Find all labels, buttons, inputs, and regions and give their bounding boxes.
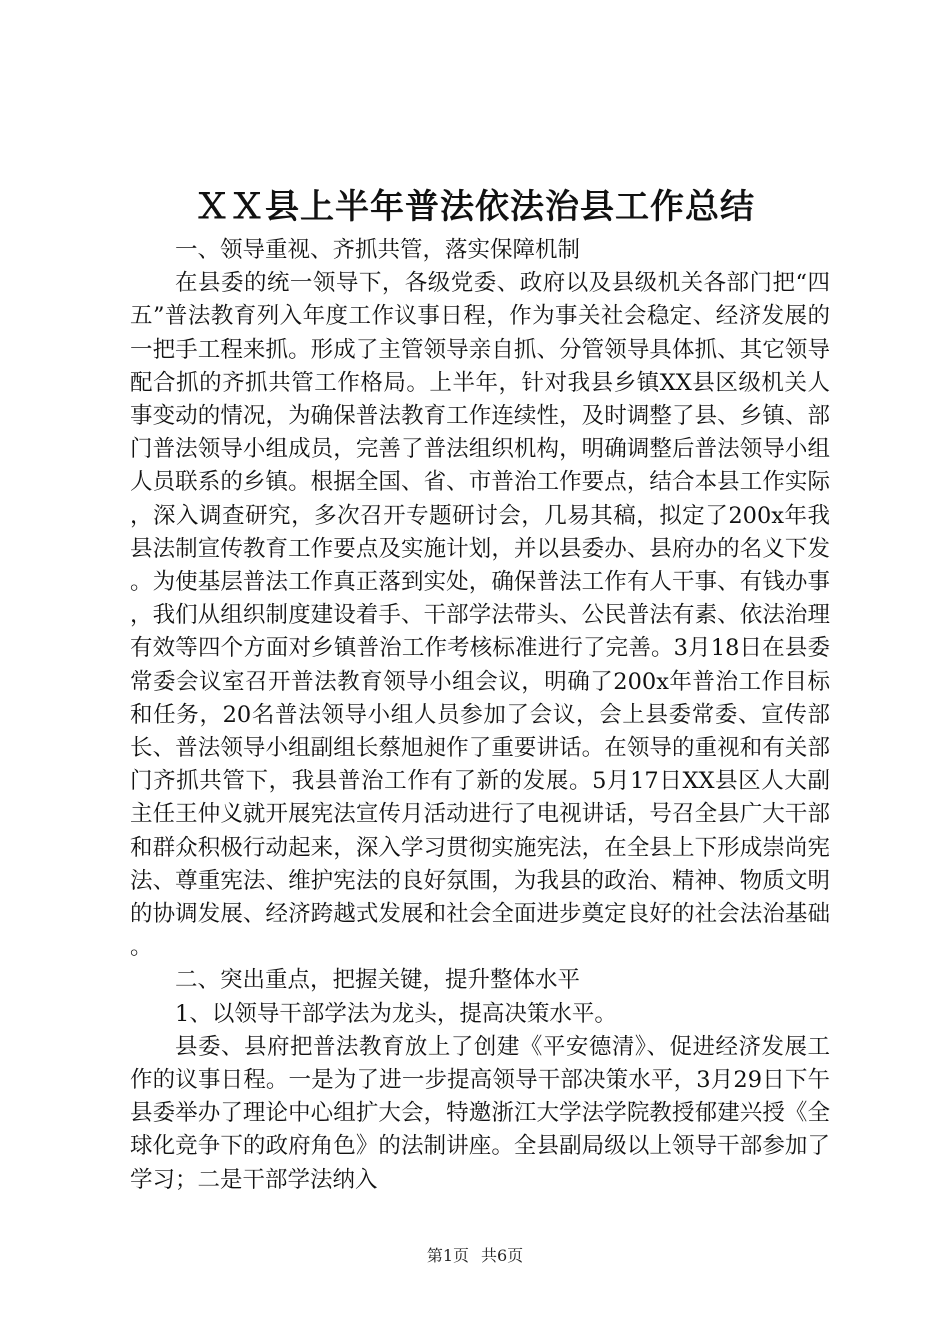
body-paragraph-1: 在县委的统一领导下，各级党委、政府以及县级机关各部门把“四五”普法教育列入年度工作议事日程，作为事关社会稳定、经济发展的一把手工程来抓。形成了主管领导亲自抓、分管领导具体抓、其它领导配合抓的齐抓共管工作格局。上半年，针对我县乡镇XX县区级机关人事变动的情况，为确保普法教育工作连续性，及时调整了县、乡镇、部门普法领导小组成员，完善了普法组织机构，明确调整后普法领导小组人员联系的乡镇。根据全国、省、市普治工作要点，结合本县工作实际，深入调查研究，多次召开专题研讨会，几易其稿，拟定了200x年我县法制宣传教育工作要点及实施计划，并以县委办、县府办的名义下发。为使基层普法工作真正落到实处，确保普法工作有人干事、有钱办事，我们从组织制度建设着手、干部学法带头、公民普法有素、依法治理有效等四个方面对乡镇普治工作考核标准进行了完善。3月18日在县委常委会议室召开普法教育领导小组会议，明确了200x年普治工作目标和任务，20名普法领导小组人员参加了会议，会上县委常委、宣传部长、普法领导小组副组长蔡旭昶作了重要讲话。在领导的重视和有关部门齐抓共管下，我县普治工作有了新的发展。5月17日XX县区人大副主任王仲义就开展宪法宣传月活动进行了电视讲话，号召全县广大干部和群众积极行动起来，深入学习贯彻实施宪法，在全县上下形成崇尚宪法、尊重宪法、维护宪法的良好氛围，为我县的政治、精神、物质文明的协调发展、经济跨越式发展和社会全面进步奠定良好的社会法治基础。 <box>130 270 830 961</box>
page-total: 共6页 <box>481 1246 524 1265</box>
section-heading-1: 一、领导重视、齐抓共管，落实保障机制 <box>175 237 581 263</box>
subsection-heading-1: 1、以领导干部学法为龙头，提高决策水平。 <box>175 1000 617 1027</box>
document-body <box>130 234 830 1197</box>
body-paragraph-2: 县委、县府把普法教育放上了创建《平安德清》、促进经济发展工作的议事日程。一是为了进一步提高领导干部决策水平，3月29日下午县委举办了理论中心组扩大会，特邀浙江大学法学院教授郁建兴授《全球化竞争下的政府角色》的法制讲座。全县副局级以上领导干部参加了学习；二是干部学法纳入 <box>130 1033 830 1193</box>
page-footer <box>0 1245 950 1267</box>
page-number: 第1页 <box>426 1246 469 1265</box>
section-heading-2: 二、突出重点，把握关键，提升整体水平 <box>175 967 581 994</box>
document-title: ＸＸ县上半年普法依法治县工作总结 <box>195 187 755 227</box>
